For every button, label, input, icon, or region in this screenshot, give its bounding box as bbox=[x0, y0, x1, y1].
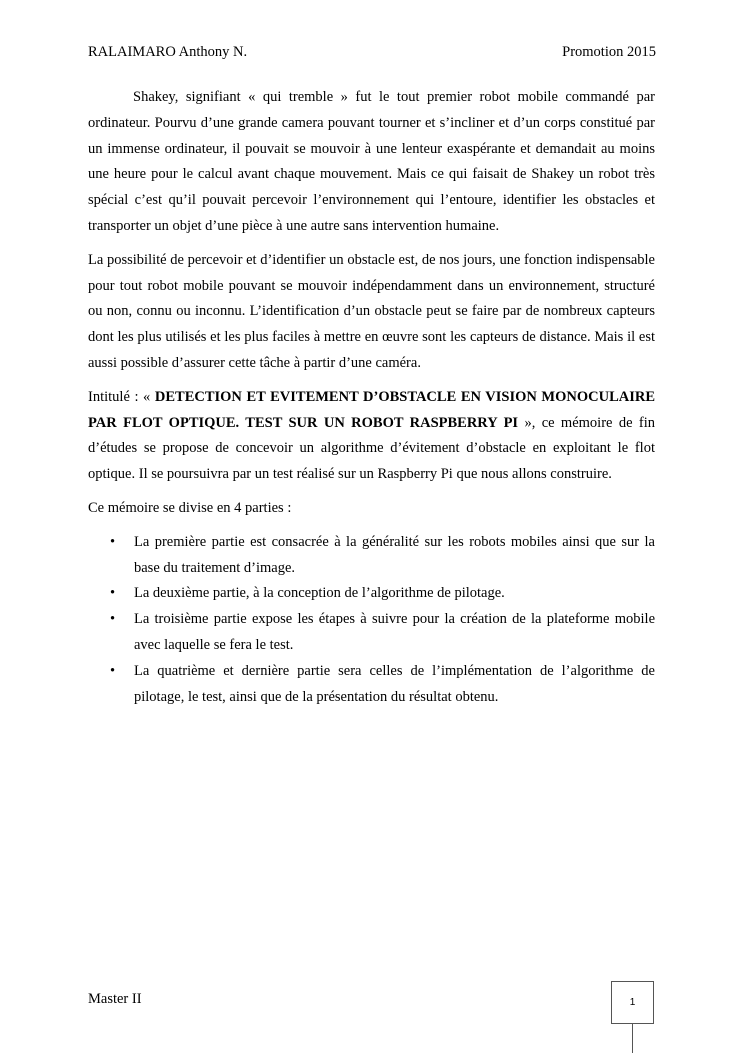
list-item-text: La quatrième et dernière partie sera celles de l’implémentation de l’algorithme de pilotage, le test, ainsi que de la présentation du résultat obtenu. bbox=[134, 662, 655, 705]
bullet-icon: • bbox=[110, 662, 116, 679]
outline-intro: Ce mémoire se divise en 4 parties : bbox=[88, 499, 292, 516]
list-item bbox=[110, 530, 655, 582]
intro-paragraph: Shakey, signifiant « qui tremble » fut le tout premier robot mobile commandé par ordinateur. Pourvu d’une grande camera pouvant tourner et s’incliner et d’un corps constitué par un immense ordinateur, il pouvait se mouvoir à une lenteur exaspérante et demandait au moins une heure pour le calcul avant chaque mouvement. Mais ce qui faisait de Shakey un robot très spécial c’est qu’il pouvait percevoir l’environnement qui l’entoure, identifier les obstacles et transporter un objet d’une pièce à une autre sans intervention humaine. bbox=[88, 89, 655, 234]
title-paragraph bbox=[88, 385, 655, 488]
page-number: 1 bbox=[629, 997, 636, 1008]
title-prefix: Intitulé : « bbox=[88, 388, 155, 405]
header-author: RALAIMARO Anthony N. bbox=[88, 44, 248, 60]
list-item-text: La première partie est consacrée à la généralité sur les robots mobiles ainsi que sur la base du traitement d’image. bbox=[134, 533, 655, 576]
list-item-text: La troisième partie expose les étapes à suivre pour la création de la plateforme mobile avec laquelle se fera le test. bbox=[134, 611, 655, 653]
bullet-icon: • bbox=[110, 533, 116, 550]
thesis-title: DETECTION ET EVITEMENT D’OBSTACLE EN VISION MONOCULAIRE PAR FLOT OPTIQUE. TEST SUR UN ROBOT RASPBERRY PI bbox=[88, 388, 655, 431]
header-promotion: Promotion 2015 bbox=[562, 44, 656, 60]
footer-level: Master II bbox=[88, 991, 142, 1007]
document-body bbox=[88, 85, 655, 710]
title-suffix: », ce mémoire de fin d’études se propose de concevoir un algorithme d’évitement d’obstacle en exploitant le flot optique. Il se poursuivra par un test réalisé sur un Raspberry Pi que nous allons construire. bbox=[88, 414, 655, 483]
list-item-text: La deuxième partie, à la conception de l’algorithme de pilotage. bbox=[134, 585, 505, 602]
list-item bbox=[110, 659, 655, 711]
parts-list bbox=[88, 530, 655, 711]
list-item bbox=[110, 607, 655, 659]
bullet-icon: • bbox=[110, 611, 116, 628]
bullet-icon: • bbox=[110, 585, 116, 602]
page-number-connector bbox=[632, 1024, 633, 1053]
context-paragraph: La possibilité de percevoir et d’identifier un obstacle est, de nos jours, une fonction indispensable pour tout robot mobile pouvant se mouvoir indépendamment dans un environnement, structuré ou non, connu ou inconnu. L’identification d’un obstacle peut se faire par de nombreux capteurs dont les plus utilisés et les plus faciles à mettre en œuvre sont les capteurs de distance. Mais il est aussi possible d’assurer cette tâche à partir d’une caméra. bbox=[88, 251, 655, 371]
page-number-box bbox=[611, 981, 654, 1024]
list-item bbox=[110, 581, 655, 607]
